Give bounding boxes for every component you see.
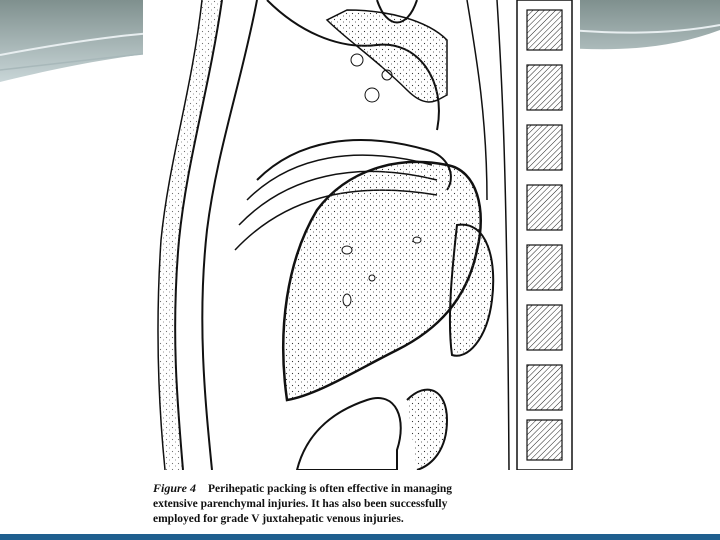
caption-text-1: Perihepatic packing is often effective in managing (208, 483, 453, 495)
figure-caption (153, 481, 573, 527)
footer-bar (0, 534, 720, 540)
caption-line-3: employed for grade V juxtahepatic venous injuries. (153, 513, 404, 525)
figure-label: Figure 4 (153, 481, 197, 495)
caption-line-1 (153, 481, 573, 497)
figure-panel (143, 0, 580, 534)
liver-packing-illustration (147, 0, 576, 470)
caption-line-2: extensive parenchymal injuries. It has also been successfully (153, 498, 448, 510)
